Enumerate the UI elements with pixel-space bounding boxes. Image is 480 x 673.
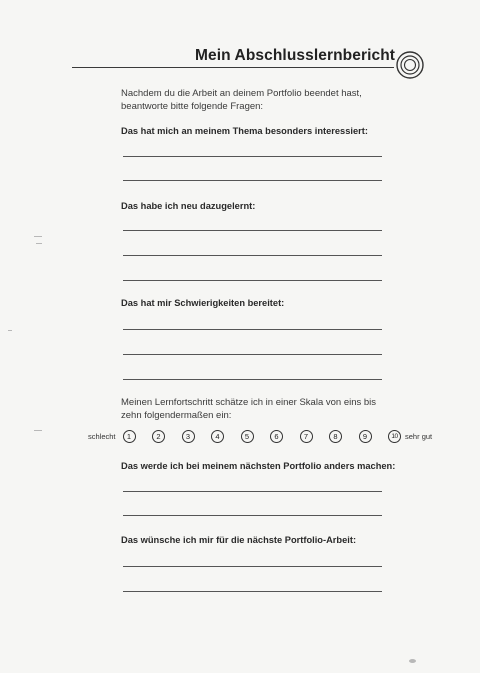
rating-option-3[interactable]: 3	[182, 430, 195, 443]
scan-mark	[36, 243, 42, 244]
question-next-time: Das werde ich bei meinem nächsten Portfolio anders machen:	[121, 461, 396, 471]
question-interest: Das hat mich an meinem Thema besonders interessiert:	[121, 126, 368, 136]
question-wishes: Das wünsche ich mir für die nächste Portfolio-Arbeit:	[121, 535, 357, 545]
scale-low-label: schlecht	[88, 432, 116, 441]
title-underline	[72, 67, 394, 68]
scale-instructions	[121, 396, 391, 422]
rating-option-4[interactable]: 4	[211, 430, 224, 443]
rating-option-2[interactable]: 2	[152, 430, 165, 443]
rating-option-7[interactable]: 7	[300, 430, 313, 443]
rating-option-6[interactable]: 6	[270, 430, 283, 443]
answer-line[interactable]	[123, 379, 382, 380]
rating-option-10[interactable]: 10	[388, 430, 401, 443]
rating-option-1[interactable]: 1	[123, 430, 136, 443]
answer-line[interactable]	[123, 230, 382, 231]
answer-line[interactable]	[123, 566, 382, 567]
question-learned: Das habe ich neu dazugelernt:	[121, 201, 256, 211]
answer-line[interactable]	[123, 591, 382, 592]
scale-high-label: sehr gut	[405, 432, 433, 441]
answer-line[interactable]	[123, 280, 382, 281]
scan-mark	[409, 659, 416, 663]
question-difficulties: Das hat mir Schwierigkeiten bereitet:	[121, 298, 285, 308]
answer-line[interactable]	[123, 156, 382, 157]
answer-line[interactable]	[123, 491, 382, 492]
rating-scale	[88, 430, 432, 443]
answer-line[interactable]	[123, 255, 382, 256]
scan-mark	[34, 430, 42, 431]
scale-line: zehn folgendermaßen ein:	[121, 410, 232, 421]
scan-mark	[34, 236, 42, 237]
answer-line[interactable]	[123, 354, 382, 355]
scan-mark	[8, 330, 12, 331]
rating-option-8[interactable]: 8	[329, 430, 342, 443]
concentric-circles-icon	[395, 50, 425, 80]
rating-option-5[interactable]: 5	[241, 430, 254, 443]
intro-line: beantworte bitte folgende Fragen:	[121, 101, 264, 112]
intro-text	[121, 87, 391, 113]
rating-option-9[interactable]: 9	[359, 430, 372, 443]
answer-line[interactable]	[123, 329, 382, 330]
scale-line: Meinen Lernfortschritt schätze ich in einer Skala von eins bis	[121, 397, 377, 408]
answer-line[interactable]	[123, 515, 382, 516]
page-title: Mein Abschlusslernbericht	[195, 47, 396, 64]
answer-line[interactable]	[123, 180, 382, 181]
intro-line: Nachdem du die Arbeit an deinem Portfolio beendet hast,	[121, 88, 362, 99]
